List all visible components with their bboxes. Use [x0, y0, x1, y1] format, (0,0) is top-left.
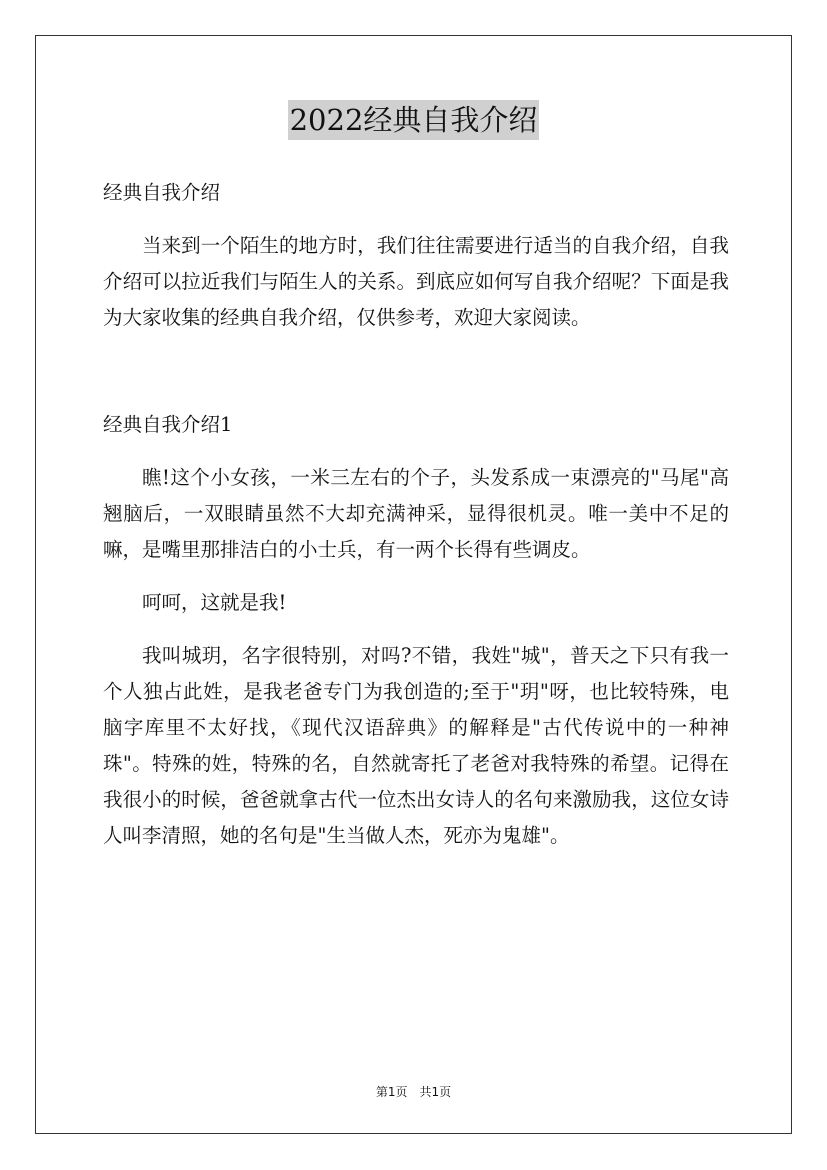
spacer	[103, 621, 729, 638]
sub-heading: 经典自我介绍1	[103, 413, 233, 436]
spacer	[103, 336, 729, 407]
spacer	[103, 211, 729, 228]
title-container	[0, 100, 827, 140]
page-number: 第1页 共1页	[375, 1085, 452, 1099]
spacer	[103, 443, 729, 460]
page-footer	[0, 1083, 827, 1101]
body-paragraph: 瞧!这个小女孩，一米三左右的个子，头发系成一束漂亮的"马尾"高翘脑后，一双眼睛虽然不大却充满神采，显得很机灵。唯一美中不足的嘛，是嘴里那排洁白的小士兵，有一两个长得有些调皮。	[103, 466, 729, 561]
spacer	[103, 568, 729, 585]
document-body	[103, 175, 729, 854]
intro-paragraph: 当来到一个陌生的地方时，我们往往需要进行适当的自我介绍，自我介绍可以拉近我们与陌生人的关系。到底应如何写自我介绍呢？下面是我为大家收集的经典自我介绍，仅供参考，欢迎大家阅读。	[103, 234, 729, 329]
body-paragraph: 呵呵，这就是我!	[142, 591, 287, 614]
body-paragraph: 我叫城玥，名字很特别，对吗?不错，我姓"城"，普天之下只有我一个人独占此姓，是我老爸专门为我创造的;至于"玥"呀，也比较特殊，电脑字库里不太好找，《现代汉语辞典》的解释是"古代传说中的一种神珠"。特殊的姓，特殊的名，自然就寄托了老爸对我特殊的希望。记得在我很小的时候，爸爸就拿古代一位杰出女诗人的名句来激励我，这位女诗人叫李清照，她的名句是"生当做人杰，死亦为鬼雄"。	[103, 644, 729, 847]
section-heading: 经典自我介绍	[103, 181, 221, 204]
document-title: 2022经典自我介绍	[288, 100, 540, 140]
